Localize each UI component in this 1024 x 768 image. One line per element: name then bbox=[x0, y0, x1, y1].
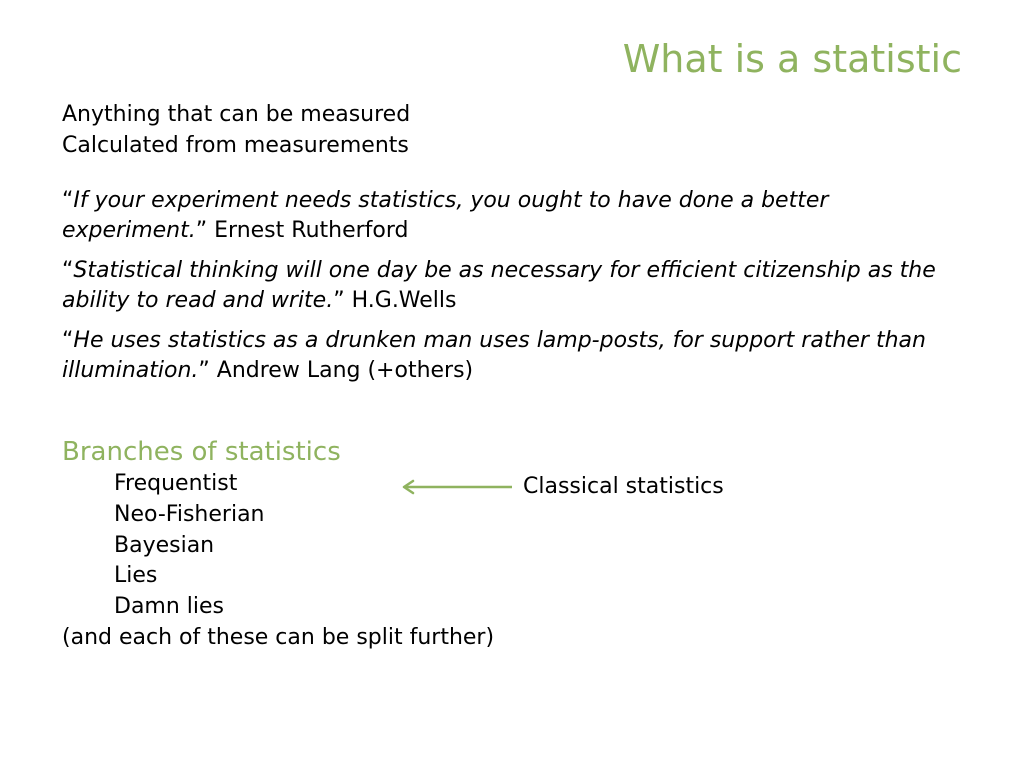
quote-open-mark: “ bbox=[62, 258, 74, 283]
definition-calculated: Calculated from measurements bbox=[62, 133, 409, 158]
quote-text: Statistical thinking will one day be as necessary for efficient citizenship as the ability to read and write. bbox=[62, 258, 936, 313]
quote-open-mark: “ bbox=[62, 328, 74, 353]
quote-close-mark: ” bbox=[198, 358, 210, 383]
quote-close-mark: ” bbox=[333, 288, 345, 313]
quote-text: If your experiment needs statistics, you ought to have done a better experiment. bbox=[62, 188, 829, 243]
branches-heading: Branches of statistics bbox=[62, 437, 341, 467]
branch-neo-fisherian: Neo-Fisherian bbox=[114, 502, 265, 527]
branch-bayesian: Bayesian bbox=[114, 533, 215, 558]
classical-statistics-label: Classical statistics bbox=[523, 474, 724, 499]
quote-author: Ernest Rutherford bbox=[207, 218, 409, 243]
definition-measured: Anything that can be measured bbox=[62, 102, 411, 127]
quote-wells bbox=[62, 256, 972, 316]
quote-text: He uses statistics as a drunken man uses lamp-posts, for support rather than illumination. bbox=[62, 328, 926, 383]
branch-lies: Lies bbox=[114, 563, 158, 588]
quote-lang bbox=[62, 326, 972, 386]
quote-open-mark: “ bbox=[62, 188, 74, 213]
quote-close-mark: ” bbox=[195, 218, 208, 243]
quote-rutherford bbox=[62, 186, 972, 246]
left-arrow-icon bbox=[400, 478, 514, 496]
branch-damn-lies: Damn lies bbox=[114, 594, 225, 619]
quote-author: H.G.Wells bbox=[344, 288, 457, 313]
branches-footnote: (and each of these can be split further) bbox=[62, 625, 495, 650]
branch-frequentist: Frequentist bbox=[114, 471, 238, 496]
slide-title: What is a statistic bbox=[622, 37, 962, 81]
quote-author: Andrew Lang (+others) bbox=[209, 358, 474, 383]
